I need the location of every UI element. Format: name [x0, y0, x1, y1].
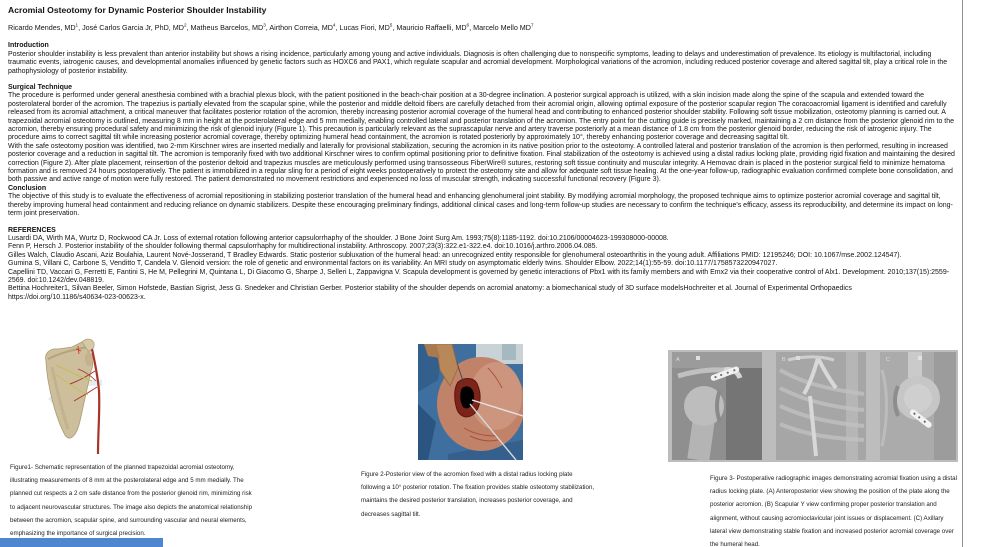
spacer	[8, 219, 956, 227]
author-affiliation-number: 4	[332, 23, 336, 28]
reference-item: Fenn P, Hersch J. Posterior instability of the shoulder following thermal capsulorrhaphy for multidirectional instability. Arthroscopy. 2007;23(3):322.e1-322.e4. doi:10.1016/j.arthro.2006.04.085.	[8, 243, 598, 251]
reference-item: Bettina Hochreiter1, Silvan Beeler, Simon Hofstede, Bastian Sigrist, Jess G. Snedeker and Christian Gerber. Posterior stability of the shoulder depends on acromial anatomy: a biomechanical study of 3D surface modelsHochreiter et al. Journal of Experimental Orthopaedics	[8, 285, 852, 293]
section-heading-conclusion: Conclusion	[8, 184, 47, 192]
author-affiliation-number: 7	[531, 23, 534, 28]
figure1-caption: Figure1- Schematic representation of the planned trapezoidal acromial osteotomy, illustrating measurements of 8 mm at the posterolateral edge and 5 mm medially. The planned cut respects a 2 cm safe distance from the posterior glenoid rim, minimizing risk to adjacent neurovascular structures. The image also depicts the anatomical relationship between the acromion, scapular spine, and surrounding vascular and neural elements, emphasizing the importance of surgical precision.	[10, 464, 253, 538]
figure3-panel-label-a: A	[676, 357, 680, 363]
author-affiliation-number: 6	[466, 23, 470, 28]
equipment	[502, 344, 516, 360]
paragraph-conclusion: The objective of this study is to evaluate the effectiveness of acromial repositioning in stabilizing posterior translation of the humeral head and enhancing glenohumeral joint stability. By modifying acromial morphology, the proposed technique aims to optimize posterior acromial coverage and sagittal tilt, thereby improving humeral head containment and reducing reliance on dynamic stabilizers. Despite these encouraging preliminary findings, additional clinical cases and long-term follow-up studies are necessary to confirm the technique's efficacy, assess its reproducibility, and determine its impact on long-term joint preservation.	[8, 193, 953, 218]
figure3-panel-label-b: B	[782, 357, 786, 363]
authors-line	[8, 21, 956, 32]
author: Matheus Barcelos, $MD^3$ ,	[191, 23, 270, 32]
paragraph-technique-1: The procedure is performed under general anesthesia combined with a brachial plexus block, with the patient positioned in the beach-chair position at a 30-degree inclination. A posterior surgical approach is utilized, with a skin incision made along the spine of the scapula and extended toward the posterolateral border of the acromion. The trapezius is partially elevated from the scapular spine, while the posterior and middle deltoid fibers are carefully detached from their acromial origin, allowing optimal exposure of the posterior scapular region The coracoacromial ligament is identified and carefully released from its acromial attachment, a critical maneuver that facilitates posterior rotation of the acromion, thereby increasing posterior acromial coverage of the humeral head and contributing to enhanced posterior shoulder stability. Following soft tissue mobilization, osteotomy planning is carried out. A trapezoidal acromial osteotomy is outlined, measuring 8 mm in height at the posterolateral edge and 5 mm medially, enabling controlled lateral and posterior translation of the acromion. The entry point for the cutting guide is precisely marked, maintaining a 2 cm distance from the posterior glenoid rim to the acromion, thereby ensuring procedural safety and minimizing the risk of glenoid injury (Figure 1). This precaution is particularly relevant as the suprascapular nerve and artery traverse posteriorly at a mean distance of 1.8 cm from the posterior glenoid border, reducing the risk of iatrogenic injury. The procedure aims to correct sagittal tilt while increasing posterior acromial coverage, thereby optimizing humeral head containment, the acromion is rotated posteriorly by approximately 10°, thereby enhancing posterior coverage and decreasing sagittal tilt.	[8, 92, 955, 142]
author: Mauricio Raffaelli, $MD^6$ ,	[396, 23, 473, 32]
author: Ricardo Mendes, $MD^1$ ,	[8, 23, 82, 32]
lead-marker	[696, 356, 700, 360]
references-list	[8, 235, 956, 302]
section-heading-introduction: Introduction	[8, 42, 49, 50]
author-affiliation-number: 5	[389, 23, 393, 28]
reference-item: Gilles Walch, Claudio Ascani, Aziz Boulahia, Laurent Nové-Josserand, T Bradley Edwards. Static posterior subluxation of the humeral head: an unrecognized entity responsible for glenohumeral osteoarthritis in the young adult. Affiliations PMID: 12195246; DOI: 10.1067/mse.2002.124547).	[8, 251, 902, 259]
author-affiliation-number: 2	[183, 23, 187, 28]
paragraph-technique-2: With the safe osteotomy position was identified, two 2-mm Kirschner wires are inserted medially and laterally for provisional stabilization, securing the acromion in its native position prior to the osteotomy. A controlled lateral and posterior translation of the acromion is then performed, resulting in increased posterior coverage and a reduction in sagittal tilt. The acromion is temporarily fixed with two additional Kirschner wires to confirm optimal positioning prior to definitive fixation. Final stabilization of the osteotomy is achieved using a distal radius locking plate, providing rigid fixation and maintaining the desired correction (Figure 2). After plate placement, reinsertion of the posterior deltoid and trapezius muscles are meticulously performed using transosseous FiberWire® sutures, restoring soft tissue continuity and muscular integrity. A Hemovac drain is placed in the posterior surgical field to minimize hematoma formation and is removed 24 hours postoperatively. The patient is immobilized in a regular sling for a period of eight weeks postoperatively to protect the osteotomy site and allow for adequate soft tissue healing. At the one-year follow-up, radiographic evaluation confirmed complete bone consolidation, and both passive and active range of motion were fully restored. The patient demonstrated no movement restrictions and experienced no loss of muscular strength, indicating successful functional recovery (Figure 3).	[8, 142, 955, 184]
reference-item: Gumina S, Villani C, Carbone S, Venditto T, Candela V. Glenoid version: the role of genetic and environmental factors on its variability. An MRI study on asymptomatic elderly twins. Shoulder Elbow. 2022;14(1):55-59. doi:10.1177/1758573220947027.	[8, 260, 778, 268]
author: Marcelo Mello $MD^7$	[473, 23, 534, 33]
author-affiliation-number: 1	[75, 23, 79, 28]
figure3-panel-label-c: C	[886, 357, 890, 363]
figure1-scapula-illustration	[32, 337, 116, 455]
glenoid	[85, 352, 93, 366]
author: José Carlos Garcia Jr, PhD, $MD^2$ ,	[82, 23, 190, 32]
reference-item: Capellini TD, Vaccari G, Ferretti E, Fantini S, He M, Pellegrini M, Quintana L, Di Giacomo G, Sharpe J, Selleri L, Zappavigna V. Scapula development is governed by genetic interactions of Pbx1 with its family members and with Emx2 via their cooperative control of Alx1. Development. 2010;137(15):2559-2569. doi:10.1242/dev.048819.	[8, 268, 950, 284]
reference-item: https://doi.org/10.1186/s40634-023-00623-x.	[8, 293, 146, 301]
lead-marker	[796, 356, 800, 360]
page-right-border	[962, 0, 963, 547]
article-text-column	[8, 5, 956, 302]
section-heading-surgical-technique: Surgical Technique	[8, 84, 73, 92]
xray-panel-b	[776, 352, 866, 460]
figure3-caption: Figure 3- Postoperative radiographic images demonstrating acromial fixation using a distal radius locking plate. (A) Anteroposterior view showing the position of the plate along the posterior acromion. (B) Scapular Y view confirming proper posterior translation and alignment, without causing acromioclavicular joint issues or displacement. (C) Axillary lateral view demonstrating stable fixation and increased posterior acromial coverage over the humeral head.	[710, 475, 957, 547]
spacer	[8, 76, 956, 84]
bottom-blue-bar	[0, 538, 163, 547]
page-title: Acromial Osteotomy for Dynamic Posterior Shoulder Instability	[8, 5, 267, 15]
author: Lucas Fiori, $MD^5$ ,	[339, 23, 396, 32]
figure3-radiographs	[668, 350, 958, 462]
xray-panel-c	[880, 352, 956, 460]
reference-item: Lusardi DA, Wirth MA, Wurtz D, Rockwood CA Jr. Loss of external rotation following anterior capsulorrhaphy of the shoulder. J Bone Joint Surg Am. 1993;75(8):1185-1192. doi:10.2106/00004623-199308000-00008.	[8, 234, 669, 242]
figure2-surgical-photo	[418, 344, 523, 460]
author-affiliation-number: 3	[263, 23, 266, 28]
author: Airthon Correia, $MD^4$ ,	[269, 23, 339, 32]
paragraph-introduction: Posterior shoulder instability is less prevalent than anterior instability but shows a rising incidence, particularly among young and active individuals. Diagnosis is often challenging due to nonspecific symptoms, leading to delays and underestimation of prevalence. Its etiology is multifactorial, including traumatic events, iatrogenic causes, and developmental anomalies influenced by genetic factors such as HOXC6 and PAX1, which regulate scapular and acromial development. Morphological variations of the acromion, including reduced posterior coverage and altered sagittal tilt, play a critical role in the pathophysiology of posterior instability.	[8, 50, 948, 75]
lead-marker	[918, 356, 922, 360]
figure2-caption: Figure 2-Posterior view of the acromion fixed with a distal radius locking plate following a 10° posterior rotation. The fixation provides stable osteotomy stabilization, maintains the desired posterior translation, increases posterior coverage, and decreases sagittal tilt.	[361, 471, 595, 518]
xray-panel-a	[672, 352, 762, 461]
section-heading-references: REFERENCES	[8, 226, 56, 234]
